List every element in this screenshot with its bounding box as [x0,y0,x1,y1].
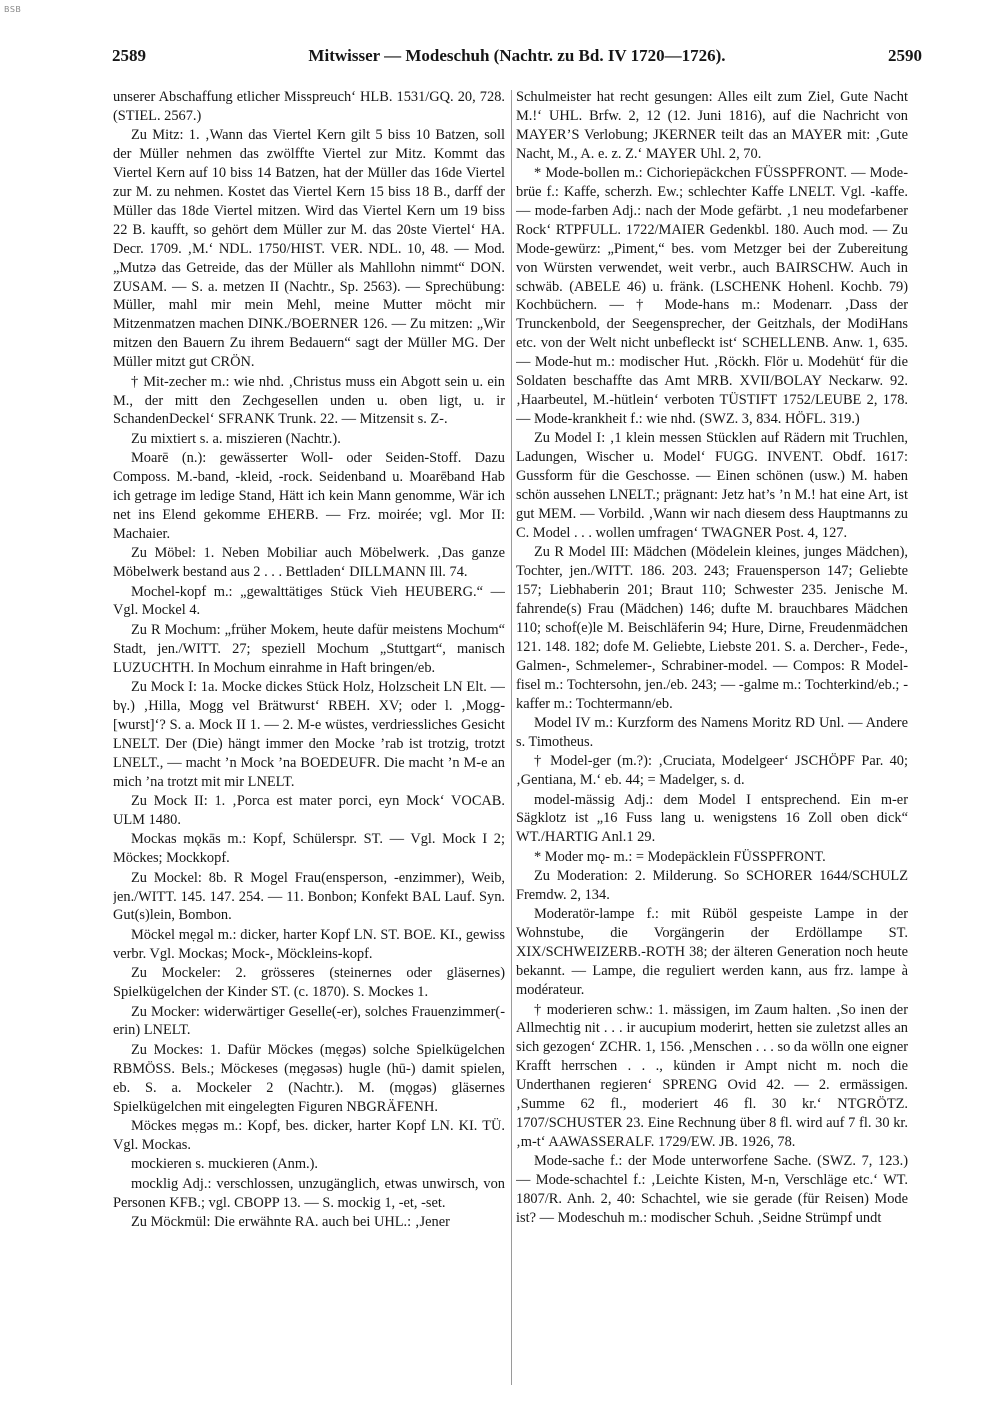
entry-paragraph: Schulmeister hat recht gesungen: Alles eilt zum Ziel, Gute Nacht M.!‘ UHL. Brfw. 2, 12 (12. Juni 1816), auf die Nachricht von MAYER’S Verlobung; JKERNER teilt das an MAYER mit: ‚Gute Nacht, M., A. e. z. Z.‘ MAYER Uhl. 2, 70. [516,89,908,162]
entry-paragraph: Zu mixtiert s. a. miszieren (Nachtr.). [131,430,341,447]
entry-paragraph: mocklig Adj.: verschlossen, unzugänglich, etwas unwirsch, von Personen KFB.; vgl. CBOPP 13. — S. mockig 1, -et, -set. [113,1175,505,1211]
entry-paragraph: Zu Mockel: 8b. R Mogel Frau(ensperson, -enzimmer), Weib, jen./WITT. 145. 147. 254. — 11. Bonbon; Konfekt BAL Lauf. Syn. Gut(s)lein, Bombon. [113,869,505,924]
running-title: Mitwisser — Modeschuh (Nachtr. zu Bd. IV 1720—1726). [308,46,726,65]
entry-paragraph: Zu Mock I: 1a. Mocke dickes Stück Holz, Holzscheit LN Elt. — bγ.) ‚Hilla, Mogg vel Brätwurst‘ RBEH. XV; oder l. ‚Mogg-[wurst]‘? S. a. Mock II 1. — 2. M-e wüstes, verdriessliches Gesicht LNELT. Der (Die) hängt immer den Mocke ’rab ist trotzig, trotzt LNELT., — macht ’n Mock ’na BOEDEUFR. Die macht ’n M-e an mich ’na trotzt mit mir LNELT. [113,679,505,790]
entry-paragraph: Model IV m.: Kurzform des Namens Moritz RD Unl. — Andere s. Timotheus. [516,714,908,750]
entry-paragraph: † Model-ger (m.?): ‚Cruciata, Modelgeer‘ JSCHÖPF Par. 40; ‚Gentiana, M.‘ eb. 44; = Madelger, s. d. [516,753,908,789]
entry-paragraph: Mochel-kopf m.: „gewalttätiges Stück Vieh HEUBERG.“ — Vgl. Mockel 4. [113,583,505,619]
entry-paragraph: † moderieren schw.: 1. mässigen, im Zaum halten. ‚So inen der Allmechtig nit . . . ir aucupium moderirt, hetten sie zuletzst alles an sich gezogen‘ ZCHR. 1, 156. ‚Menschen . . . so da wölln one eigner Krafft herrschen . . ., künden ir Ampt nicht m. noch die Underthanen regieren‘ SPRENG Ovid 42. — 2. ermässigen. ‚Summe 62 fl., moderiert 46 fl. 30 kr.‘ NTGRÖTZ. 1707/SCHUSTER 23. Eine Rechnung über 8 fl. wird auf 7 fl. 30 kr. ‚m-t‘ AAWASSERALF. 1729/EW. JB. 1926, 78. [516,1001,908,1150]
entry-paragraph: Moarē (n.): gewässerter Woll- oder Seiden-Stoff. Dazu Composs. M.-band, -kleid, -rock. Seidenband u. Moarēband Hab ich getrage im ledige Stand, Hätt ich kein Mann genomme, Wär ich net ins Elend gekomme EHERB. — Frz. moirée; vgl. Mor II: Machaier. [113,450,505,542]
entry-paragraph: unserer Abschaffung etlicher Misspreuch‘ HLB. 1531/GQ. 20, 728. (STIEL. 2567.) [113,89,505,124]
entry-paragraph: Möckes mẹgəs m.: Kopf, bes. dicker, harter Kopf LN. KI. TÜ. Vgl. Mockas. [113,1117,505,1153]
entry-paragraph: Zu Mitz: 1. ‚Wann das Viertel Kern gilt 5 biss 10 Batzen, soll der Müller nehmen das zwölffte Viertel zur Mitz. Kommt das Viertel Kern auf 10 biss 14 Batzen, hat der Müller das 16de Viertel zur M. zu nehmen. Kostet das Viertel Kern 15 biss 18 B., darff der Müller das 18de Viertel mitzen. Wird das Viertel Kern um 19 biss 22 B. kaufft, so gehört dem Müller zur M. das 20ste Viertel‘ HA. Decr. 1709. ‚M.‘ NDL. 1750/HIST. VER. NDL. 10, 48. — Mod. „Mutzə das Getreide, das der Müller als Mahllohn nimmt“ DON. ZUSAM. — S. a. metzen II (Nachtr., Sp. 2563). — Sprechübung: Müller, mahl mir mein Mehl, meine Mutter möcht mir Mitzenmatzen machen DINK./BOERNER 126. — Zu mitzen: „Wir mitzen den Bauern Zu ihrem Bedauern“ sagt der Müller MG. Der Müller mitzt gut CRÖN. [113,127,505,371]
page-number-right: 2590 [888,46,922,65]
entry-paragraph: * Mode-bollen m.: Cichoriepäckchen FÜSSPFRONT. — Mode-brüe f.: Kaffe, scherzh. Ew.; schlechter Kaffe LNELT. Vgl. -kaffe. — mode-farben Adj.: nach der Mode gefärbt. ‚1 neu modefarbener Rock‘ RTPFULL. 1722/MAIER Gedenkbl. 180. Auch mod. — Zu Mode-gewürz: „Piment,“ bes. vom Metzger bei der Zubereitung von Würsten verwendet, weit verbr., auch BAIRSCHW. Auch in schwäb. (ABELE 46) u. fränk. (LSCHENK Hohenl. Kochb. 79) Kochbüchern. — † Mode-hans m.: Modenarr. ‚Dass der Trunckenbold, der Seegensprecher, der Geitzhals, der ModiHans etc. von der Welt nicht unbefleckt ist‘ SCHELLENB. Anw. 1, 635. — Mode-hut m.: modischer Hut. ‚Röckh. Flör u. Modehüt‘ für die Soldaten beschaffte das Amt MRB. XVII/BOLAY Neckarw. 92. ‚Haarbeutel, M.-hütlein‘ verboten TÜSTIFT 1752/LEUBE 2, 178. — Mode-krankheit f.: wie nhd. (SWZ. 3, 834. HÖFL. 319.) [516,165,908,427]
entry-paragraph: mockieren s. muckieren (Anm.). [131,1156,319,1173]
left-column [113,88,505,1388]
entry-paragraph: Zu R Mochum: „früher Mokem, heute dafür meistens Mochum“ Stadt, jen./WITT. 27; speziell Mochum „Stuttgart“, manisch LUZUCHTH. In Mochum einrahme in Haft bringen/eb. [113,621,505,676]
entry-paragraph: * Moder mǫ- m.: = Modepäcklein FÜSSPFRONT. [534,848,826,865]
entry-paragraph: Moderatör-lampe f.: mit Rüböl gespeiste Lampe in der Wohnstube, die Vorgängerin der Erdöllampe ST. XIX/SCHWEIZERB.-ROTH 38; der älteren Generation noch heute bekannt. — Lampe, die reguliert werden kann, aus frz. lampe à modérateur. [516,906,908,999]
entry-paragraph: Zu Möbel: 1. Neben Mobiliar auch Möbelwerk. ‚Das ganze Möbelwerk bestand aus 2 . . . Bettladen‘ DILLMANN Ill. 74. [113,545,505,581]
entry-paragraph: Zu Model I: ‚1 klein messen Stücklen auf Rädern mit Truchlen, Ladungen, Wischer u. Model‘ FUGG. INVENT. Obdf. 1617: Gussform für die Geschosse. — Einen schönen (usw.) M. haben schön aussehen LNELT.; prägnant: Jetz hat’s ’n M.! hat eine Art, ist gut MEM. — Vorbild. ‚Wann wir nach diesem dess Hauptmanns zu C. Model . . . wollen umfragen‘ TWAGNER Post. 4, 127. [516,430,908,541]
entry-paragraph: Zu Moderation: 2. Milderung. So SCHORER 1644/SCHULZ Fremdw. 2, 134. [516,868,908,904]
entry-paragraph: Zu Möckmül: Die erwähnte RA. auch bei UHL.: ‚Jener [131,1213,450,1230]
page-number-left: 2589 [112,46,146,65]
entry-paragraph: Zu Mockeler: 2. grösseres (steinernes oder gläsernes) Spielkügelchen der Kinder ST. (c. 1870). S. Mockes 1. [113,965,505,1001]
entry-paragraph: model-mässig Adj.: dem Model I entsprechend. Ein m-er Sägklotz ist „16 Fuss lang u. wenigstens 16 Zoll oben dick“ WT./HARTIG Anl.1 29. [516,791,908,846]
entry-paragraph: Zu R Model III: Mädchen (Mödelein kleines, junges Mädchen), Tochter, jen./WITT. 186. 203. 243; Frauensperson 147; Geliebte 157; Liebhaberin 201; Braut 110; Schwester 235. Jenische M. fahrende(s) Frau (Mädchen) 146; dufte M. brauchbares Mädchen 110; schof(e)le M. Beischläferin 94; Hure, Dirne, Freudenmädchen 121. 148. 182; dofe M. Geliebte, Liebste 201. S. a. Dercher-, Fede-, Galmen-, Schmelemer-, Schrabiner-model. — Compos: R Model-fisel m.: Tochtersohn, jen./eb. 243; — -galme m.: Tochterkind/eb.; -kaffer m.: Tochtermann/eb. [516,544,908,712]
entry-paragraph: Mode-sache f.: der Mode unterworfene Sache. (SWZ. 7, 123.) — Mode-schachtel f.: ‚Leichte Kisten, M-n, Verschläge etc.‘ WT. 1807/R. Anh. 2, 40: Schachtel, wie sie gerade (für Reisen) Mode ist? — Modeschuh m.: modischer Schuh. ‚Seidne Strümpf undt [516,1153,908,1226]
entry-paragraph: † Mit-zecher m.: wie nhd. ‚Christus muss ein Abgott sein u. ein M., der mitt den Zechgesellen unden u. oben ligt, u. ir SchandenDeckel‘ SFRANK Trunk. 22. — Mitzensit s. Z-. [113,373,505,428]
entry-paragraph: Zu Mocker: widerwärtiger Geselle(-er), solches Frauenzimmer(-erin) LNELT. [113,1003,505,1039]
library-stamp: BSB [4,5,22,14]
entry-paragraph: Zu Mock II: 1. ‚Porca est mater porci, eyn Mock‘ VOCAB. ULM 1480. [113,793,505,828]
right-column [516,88,908,1388]
entry-paragraph: Möckel mẹgəl m.: dicker, harter Kopf LN. ST. BOE. KI., gewiss verbr. Vgl. Mockas; Mock-, Möckleins-kopf. [113,926,505,962]
page-header [112,46,922,74]
entry-paragraph: Zu Mockes: 1. Dafür Möckes (mẹgəs) solche Spielkügelchen RBMÖSS. Bels.; Möckeses (mẹgəsəs) hugle (hū-) damit spielen, eb. S. a. Mockeler 2 (Nachtr.). M. (mǫgəs) gläsernes Spielkügelchen mit eingelegten Figuren NBGRÄFENH. [113,1041,505,1115]
entry-paragraph: Mockas mǫkās m.: Kopf, Schülerspr. ST. — Vgl. Mock I 2; Möckes; Mockkopf. [113,831,505,867]
column-divider [511,90,512,1385]
